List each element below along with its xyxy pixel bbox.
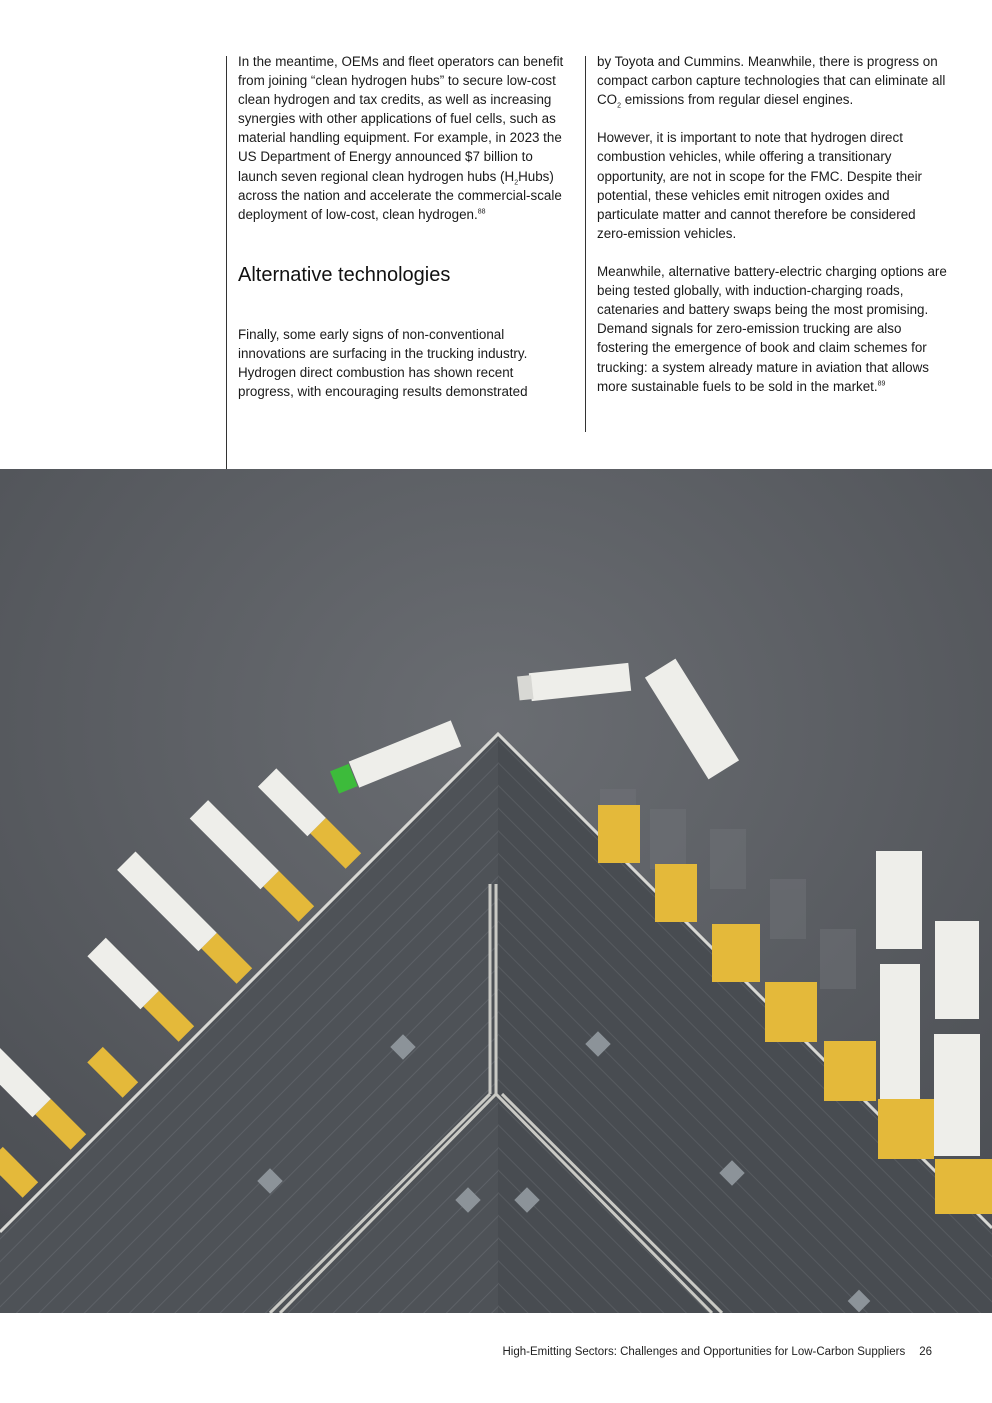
section-heading: Alternative technologies xyxy=(238,263,451,286)
footer-title: High-Emitting Sectors: Challenges and Opportunities for Low-Carbon Suppliers xyxy=(502,1346,906,1358)
left-paragraph-2: Finally, some early signs of non-conventional innovations are surfacing in the trucking industry. Hydrogen direct combustion has shown recent progress, with encouraging results demonstrated xyxy=(238,326,528,400)
page-footer xyxy=(503,1346,933,1358)
right-paragraph-2: However, it is important to note that hydrogen direct combustion vehicles, while offering a transitionary opportunity, are not in scope for the FMC. Despite their potential, these vehicles emit nitrogen oxides and particulate matter and cannot therefore be considered zero-emission vehicles. xyxy=(597,130,923,241)
left-paragraph-1: In the meantime, OEMs and fleet operators can benefit from joining “clean hydrogen hubs” to secure low-cost clean hydrogen and tax credits, as well as increasing synergies with other applications of fuel cells, such as material handling equipment. For example, in 2023 the US Department of Energy announced $7 billion to launch seven regional clean hydrogen hubs $(H_2Hubs)$ across the nation and accelerate the commercial-scale deployment of low-cost, clean hydrogen.$^{88}$ xyxy=(238,54,564,222)
right-paragraph-3: Meanwhile, alternative battery-electric charging options are being tested globally, with induction-charging roads, catenaries and battery swaps being the most promising. Demand signals for zero-emission trucking are also fostering the emergence of book and claim schemes for trucking: a system already mature in aviation that allows more sustainable fuels to be sold in the market.$^{89}$ xyxy=(597,264,947,394)
left-margin-rule xyxy=(226,56,227,470)
right-text-column xyxy=(597,52,947,396)
footnote-ref-88[interactable]: 88 xyxy=(477,208,486,216)
aerial-warehouse-photo xyxy=(0,469,992,1313)
right-paragraph-1: by Toyota and Cummins. Meanwhile, there is progress on compact carbon capture technologies that can eliminate all $CO_2$ emissions from regular diesel engines. xyxy=(597,54,946,110)
page-number: 26 xyxy=(919,1346,932,1358)
footnote-ref-89[interactable]: 89 xyxy=(877,380,886,388)
column-divider-rule xyxy=(585,56,586,432)
warehouse-illustration xyxy=(0,469,992,1313)
left-text-column xyxy=(238,52,568,401)
